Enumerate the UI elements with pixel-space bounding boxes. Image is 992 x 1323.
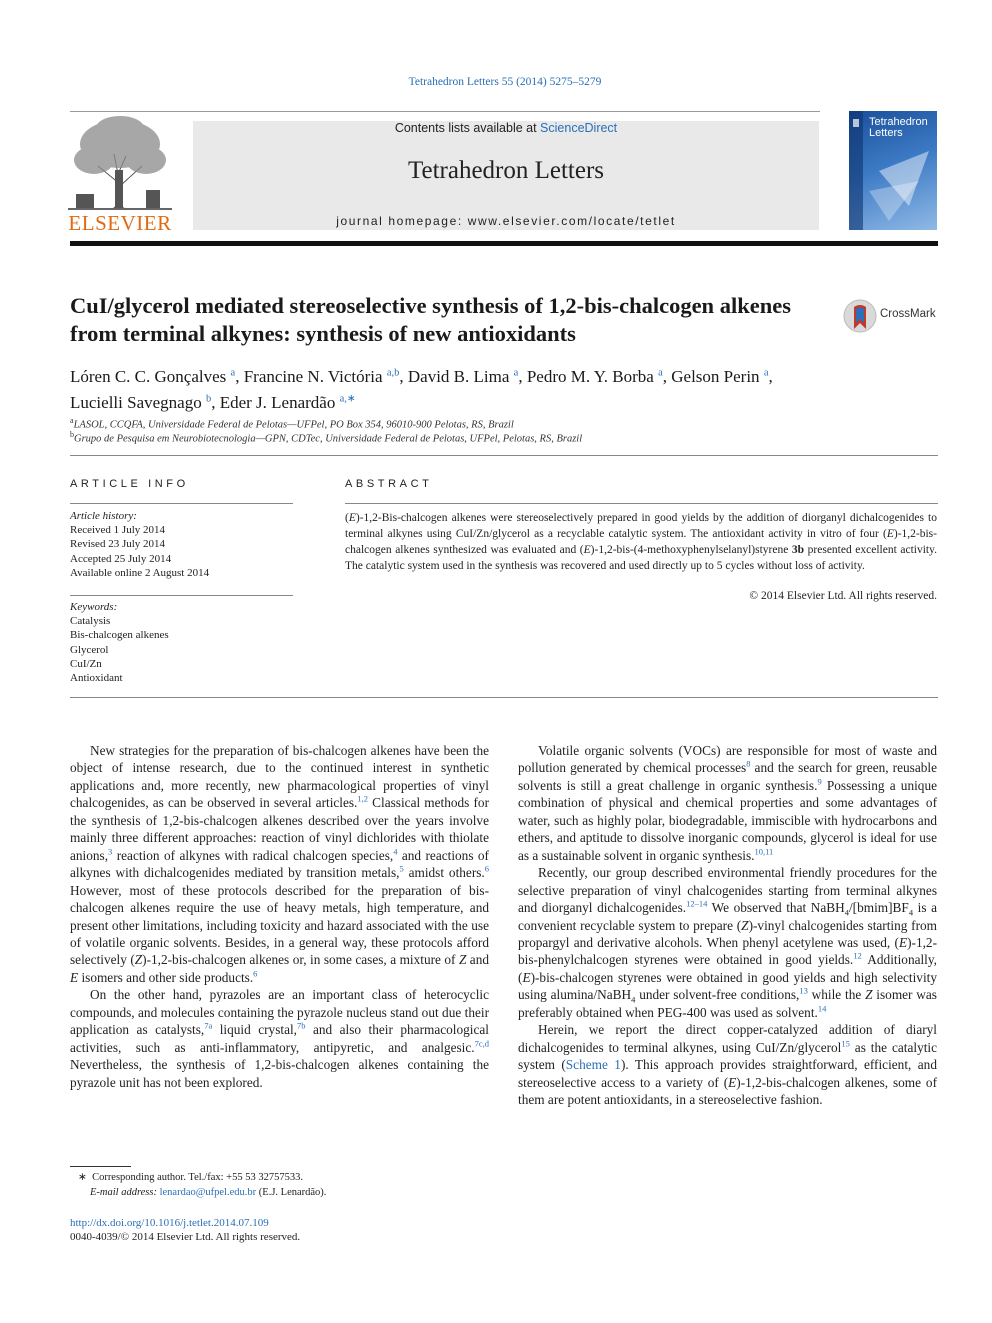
footnote-rule (70, 1166, 131, 1167)
body-column-right (518, 742, 937, 1109)
italic-text: Z (865, 987, 873, 1003)
cover-art-icon (849, 111, 937, 230)
history-label: Article history: (70, 510, 137, 522)
body-text: ). This approach provides straightforward, efficient, and stereoselective access to a variety of ( (518, 1057, 937, 1090)
body-text: However, most of these protocols described for the preparation of bis-chalcogen alkenes require the use of heavy metals, high temperature, and present other limitations, including toxicity and hazard associated with the use of volatile organic solvents. Besides, in a general way, these protocols afford selectively ( (70, 882, 489, 968)
body-text: Additionally, ( (518, 952, 937, 985)
journal-reference[interactable] (0, 76, 992, 88)
body-text: is a convenient recyclable system to prepare ( (518, 900, 937, 933)
affiliation-b: $^b$Grupo de Pesquisa em Neurobiotecnologia—GPN, CDTec, Universidade Federal de Pelotas, UFPel, Pelotas, RS, Brazil (70, 430, 583, 445)
italic-text: E (522, 969, 531, 985)
keywords-label: Keywords: (70, 601, 118, 613)
body-paragraph (518, 1021, 937, 1108)
body-text: On the other hand, pyrazoles are an important class of heterocyclic compounds, and molecules containing the pyrazole nucleus stand out due their application as catalysts, (70, 987, 489, 1038)
article-history (70, 509, 209, 580)
history-received: Received 1 July 2014 (70, 524, 166, 537)
affiliation-a: $^a$LASOL, CCQFA, Universidade Federal de Pelotas—UFPel, PO Box 354, 96010-900 Pelotas, RS, Brazil (70, 416, 514, 431)
cover-title-line1: Tetrahedron (869, 116, 928, 128)
italic-text: Z (458, 952, 467, 968)
history-online: Available online 2 August 2014 (70, 566, 210, 579)
body-text: and (466, 952, 490, 968)
author[interactable]: David B. Lima $^a$, (407, 366, 527, 386)
keyword: Antioxidant (70, 672, 123, 685)
body-text: amidst others. (403, 865, 485, 881)
author[interactable]: Francine N. Victória $^{a,b}$, (243, 366, 408, 386)
body-text: as the catalytic system ( (518, 1039, 938, 1073)
elsevier-logo[interactable] (68, 114, 172, 236)
citation-ref[interactable]: 7c,d (474, 1038, 489, 1049)
body-text: )-1,2-bis-phenylchalcogen styrenes were obtained in good yields. (518, 934, 937, 968)
journal-homepage[interactable]: journal homepage: www.elsevier.com/locate/tetlet (336, 214, 676, 228)
affiliation-rule (70, 455, 938, 456)
body-text: reaction of alkynes with radical chalcogen species, (112, 847, 394, 863)
doi[interactable] (70, 1217, 269, 1229)
citation-ref[interactable]: 5 (399, 863, 404, 874)
contents-prefix: Contents lists available at (394, 121, 541, 135)
citation-ref[interactable]: 12 (853, 951, 862, 962)
citation-ref[interactable]: 12–14 (686, 898, 708, 909)
contents-availability (193, 121, 819, 135)
article-info-rule (70, 503, 293, 504)
body-paragraph (518, 864, 937, 1021)
citation-ref[interactable]: 13 (799, 985, 808, 996)
body-text: )-1,2-bis-chalcogen alkenes or, in some cases, a mixture of (142, 952, 459, 968)
body-text: under solvent-free conditions, (635, 987, 800, 1003)
citation-ref[interactable]: 8 (746, 759, 751, 770)
citation-ref[interactable]: 4 (393, 846, 398, 857)
body-text: Recently, our group described environmental friendly procedures for the selective preparation of vinyl chalcogenides starting from terminal alkynes and diorganyl dichalcogenides. (518, 865, 937, 916)
abstract-rule (345, 503, 938, 504)
body-text: Possessing a unique combination of physical and chemical properties and some advantages of water, such as highly polar, biodegradable, immiscible with hydrocarbons and ethers, and aptitude to dissolve inorganic compounds, glycerol is ideal for use as a sustainable solvent in organic synthesis. (518, 777, 937, 863)
subscript: 4 (631, 995, 636, 1005)
journal-cover[interactable] (849, 111, 937, 230)
body-paragraph (70, 742, 489, 986)
journal-reference-link[interactable]: Tetrahedron Letters 55 (2014) 5275–5279 (408, 76, 602, 88)
crossmark-label: CrossMark (880, 308, 936, 320)
author[interactable]: Eder J. Lenardão $^{a,∗}$ (219, 392, 356, 412)
elsevier-tree-icon (68, 114, 172, 212)
citation-ref[interactable]: 15 (841, 1038, 850, 1049)
header-thick-rule (70, 241, 938, 246)
keyword: Catalysis (70, 615, 111, 628)
citation-ref[interactable]: 7b (297, 1020, 306, 1031)
keyword: CuI/Zn (70, 657, 102, 670)
citation-ref[interactable]: 14 (817, 1003, 827, 1014)
crossmark-icon (843, 299, 877, 333)
body-text: Herein, we report the direct copper-catalyzed addition of diaryl dichalcogenides to terminal alkynes, using CuI/Zn/glycerol (518, 1022, 937, 1055)
header-rule (70, 111, 820, 112)
subscript: 4 (908, 907, 914, 918)
body-text: isomer was preferably obtained when PEG-400 was used as solvent. (518, 987, 937, 1020)
issn-copyright: 0040-4039/© 2014 Elsevier Ltd. All rights reserved. (70, 1231, 301, 1243)
citation-ref[interactable]: 6 (484, 863, 489, 874)
email-footnote: E-mail address: lenardao@ufpel.edu.br (E.J. Lenardão). (90, 1187, 327, 1198)
subscript: 4 (844, 907, 849, 918)
body-text: Classical methods for the synthesis of 1,2-bis-chalcogen alkenes described over the years involve mainly three different approaches: reaction of vinyl dichlorides with thiolate anions, (70, 795, 489, 863)
author[interactable]: Lucielli Savegnago $^b$, (70, 392, 220, 412)
abstract-heading: ABSTRACT (345, 478, 433, 490)
corresponding-footnote: ∗ Corresponding author. Tel./fax: +55 53 32757533. (78, 1172, 303, 1183)
keyword: Glycerol (70, 643, 109, 656)
author[interactable]: Pedro M. Y. Borba $^a$, (526, 366, 672, 386)
citation-ref[interactable]: 9 (817, 776, 822, 787)
body-text: while the (807, 987, 866, 1003)
article-title: CuI/glycerol mediated stereoselective synthesis of 1,2-bis-chalcogen alkenes from terminal alkynes: synthesis of new antioxidants (70, 293, 791, 346)
history-revised: Revised 23 July 2014 (70, 538, 166, 551)
body-text: Nevertheless, the synthesis of 1,2-bis-chalcogen alkenes containing the pyrazole unit has not been explored. (70, 1057, 489, 1090)
citation-ref[interactable]: 1,2 (357, 793, 369, 804)
italic-text: E (728, 1074, 737, 1090)
journal-title: Tetrahedron Letters (407, 157, 605, 184)
body-text: /[bmim]BF (848, 900, 909, 916)
body-text: )-1,2-bis-chalcogen alkenes, some of them are potent antioxidants, in a stereoselective fashion. (518, 1074, 937, 1108)
scheme-link[interactable]: Scheme 1 (565, 1057, 621, 1073)
history-accepted: Accepted 25 July 2014 (70, 552, 172, 565)
citation-ref[interactable]: 6 (253, 968, 258, 979)
author[interactable]: Lóren C. C. Gonçalves $^a$, (70, 366, 244, 386)
cover-title-line2: Letters (869, 127, 903, 139)
citation-ref[interactable]: 10,11 (754, 846, 774, 857)
body-text: We observed that NaBH (707, 900, 845, 916)
body-column-left (70, 742, 489, 1091)
abstract-text: (E)-1,2-Bis-chalcogen alkenes were stereoselectively prepared in good yields by the addition of diorganyl dichalcogenides to terminal alkynes using CuI/Zn/glycerol as a recyclable catalytic system. The antioxidant activity in vitro of four (E)-1,2-bis-chalcogen alkenes synthesized was evaluated and (E)-1,2-bis-(4-methoxyphenylselanyl)styrene 3b presented excellent activity. The catalytic system used in the synthesis was recovered and used directly up to 5 cycles without loss of activity. (345, 512, 938, 572)
body-paragraph (70, 986, 489, 1091)
body-text: isomers and other side products. (78, 969, 254, 985)
author[interactable]: Gelson Perin $^a$, (671, 366, 773, 386)
keyword: Bis-chalcogen alkenes (70, 629, 169, 642)
body-text: )-bis-chalcogen styrenes were obtained in good yields and high selectivity using alumina/NaBH (518, 969, 937, 1003)
doi-link[interactable]: http://dx.doi.org/10.1016/j.tetlet.2014.07.109 (70, 1217, 269, 1229)
elsevier-wordmark: ELSEVIER (68, 211, 172, 235)
body-text: )-vinyl chalcogenides starting from propargyl and derivative alcohols. When phenyl acetylene was used, ( (518, 917, 937, 950)
author-list (70, 362, 930, 414)
keywords (70, 600, 169, 685)
italic-text: Z (741, 917, 749, 933)
body-text: Volatile organic solvents (VOCs) are responsible for most of waste and pollution generated by chemical processes (518, 743, 937, 776)
body-text: and reactions of alkynes with dichalcogenides mediated by transition metals, (70, 847, 489, 881)
abstract-copyright: © 2014 Elsevier Ltd. All rights reserved. (749, 590, 937, 602)
italic-text: E (70, 969, 79, 985)
abstract-bottom-rule (70, 697, 938, 698)
italic-text: E (898, 934, 908, 950)
body-paragraph (518, 742, 937, 864)
article-info-heading: ARTICLE INFO (70, 478, 189, 490)
keywords-rule (70, 595, 293, 596)
crossmark-badge[interactable] (843, 297, 943, 337)
sciencedirect-link[interactable]: ScienceDirect (540, 121, 618, 135)
citation-ref[interactable]: 7a (204, 1020, 213, 1031)
body-text: liquid crystal, (212, 1022, 297, 1038)
body-text: and the search for green, reusable solvents is still a great challenge in organic synthesis. (518, 760, 937, 793)
body-text: and also their pharmacological activities, such as anti-inflammatory, antipyretic, and analgesic. (70, 1022, 489, 1055)
citation-ref[interactable]: 3 (108, 846, 113, 857)
italic-text: Z (134, 952, 143, 968)
body-text: New strategies for the preparation of bis-chalcogen alkenes have been the object of intense research, due to the continued interest in synthetic applications and, more recently, new pharmacological properties of vinyl chalcogenides, as can be observed in several articles. (70, 743, 489, 811)
email-link[interactable]: lenardao@ufpel.edu.br (159, 1187, 257, 1198)
